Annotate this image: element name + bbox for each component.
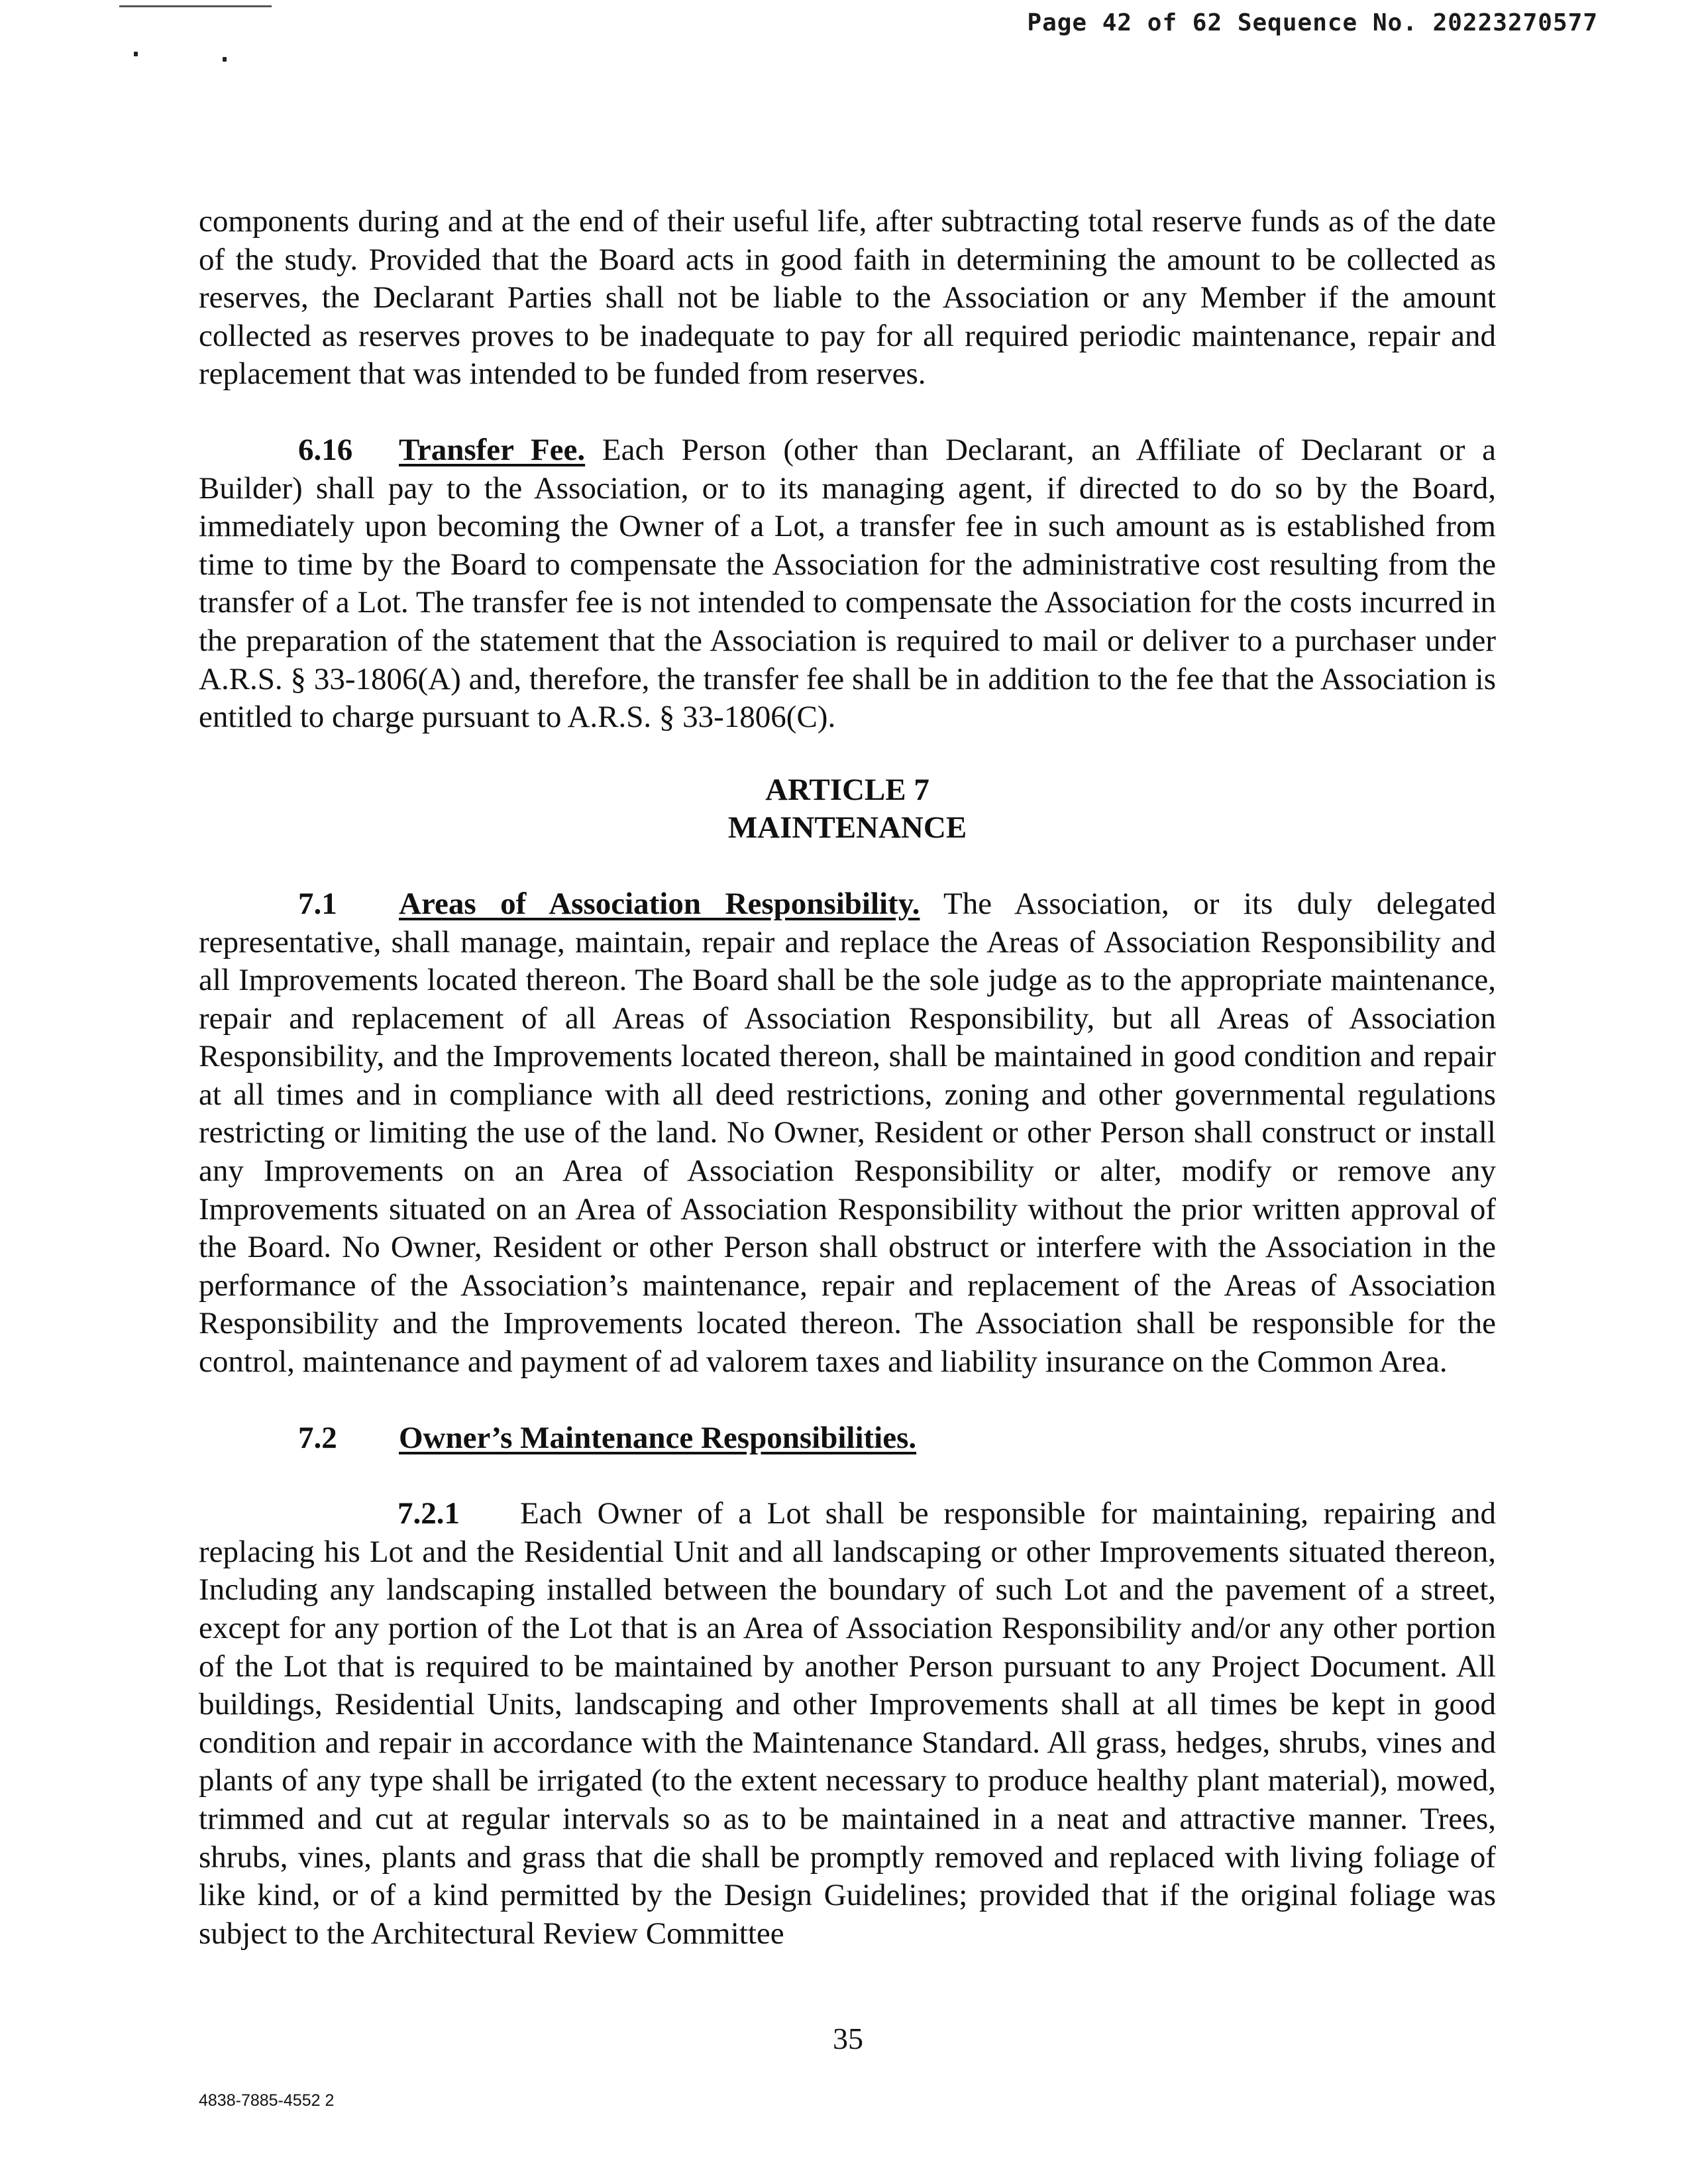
section-title: Owner’s Maintenance Responsibilities. bbox=[399, 1420, 917, 1455]
scan-artifact-line bbox=[119, 5, 272, 7]
section-text: Each Person (other than Declarant, an Affiliate of Declarant or a Builder) shall pay to the Association, or to its managing agent, if directed to do so by the Board, immediately upon becoming the Owner of a Lot, a transfer fee in such amount as is established from time to time by the Board to compensate the Association for the administrative cost resulting from the transfer of a Lot. The transfer fee is not intended to compensate the Association for the costs incurred in the preparation of the statement that the Association is required to mail or deliver to a purchaser under A.R.S. § 33-1806(A) and, therefore, the transfer fee shall be in addition to the fee that the Association is entitled to charge pursuant to A.R.S. § 33-1806(C). bbox=[199, 432, 1496, 735]
section-number: 7.2.1 bbox=[398, 1496, 460, 1531]
scan-artifact-speck bbox=[223, 57, 227, 62]
section-7-1 bbox=[199, 885, 1496, 1382]
section-number: 6.16 bbox=[298, 432, 353, 467]
section-number: 7.2 bbox=[298, 1420, 337, 1455]
section-number: 7.1 bbox=[298, 886, 337, 921]
section-title: Areas of Association Responsibility. bbox=[399, 886, 920, 921]
article-number: ARTICLE 7 bbox=[765, 772, 929, 807]
section-7-2 bbox=[199, 1419, 1496, 1458]
section-7-2-1 bbox=[199, 1495, 1496, 1953]
document-body bbox=[199, 203, 1496, 1953]
document-id: 4838-7885-4552 2 bbox=[199, 2091, 335, 2110]
section-6-16 bbox=[199, 431, 1496, 737]
scan-artifact-speck bbox=[134, 52, 138, 56]
article-heading bbox=[199, 771, 1496, 847]
article-title: MAINTENANCE bbox=[727, 810, 967, 846]
section-text: Each Owner of a Lot shall be responsible for maintaining, repairing and replacing his Lot and the Residential Unit and all landscaping or other Improvements situated thereon, Including any landscaping installed between the boundary of such Lot and the pavement of a street, except for any portion of the Lot that is an Area of Association Responsibility and/or any other portion of the Lot that is required to be maintained by another Person pursuant to any Project Document. All buildings, Residential Units, landscaping and other Improvements shall at all times be kept in good condition and repair in accordance with the Maintenance Standard. All grass, hedges, shrubs, vines and plants of any type shall be irrigated (to the extent necessary to produce healthy plant material), mowed, trimmed and cut at regular intervals so as to be maintained in a neat and attractive manner. Trees, shrubs, vines, plants and grass that die shall be promptly removed and replaced with living foliage of like kind, or of a kind permitted by the Design Guidelines; provided that if the original foliage was subject to the Architectural Review Committee bbox=[199, 1496, 1496, 1951]
page-sequence-header: Page 42 of 62 Sequence No. 20223270577 bbox=[1027, 9, 1598, 36]
paragraph-continued: components during and at the end of their useful life, after subtracting total reserve funds as of the date of the study. Provided that the Board acts in good faith in determining the amount to be collected as reserves, the Declarant Parties shall not be liable to the Association or any Member if the amount collected as reserves proves to be inadequate to pay for all required periodic maintenance, repair and replacement that was intended to be funded from reserves. bbox=[199, 204, 1496, 392]
section-text: The Association, or its duly delegated representative, shall manage, maintain, repair and replace the Areas of Association Responsibility and all Improvements located thereon. The Board shall be the sole judge as to the appropriate maintenance, repair and replacement of all Areas of Association Responsibility, but all Areas of Association Responsibility, and the Improvements located thereon, shall be maintained in good condition and repair at all times and in compliance with all deed restrictions, zoning and other governmental regulations restricting or limiting the use of the land. No Owner, Resident or other Person shall construct or install any Improvements on an Area of Association Responsibility or alter, modify or remove any Improvements situated on an Area of Association Responsibility without the prior written approval of the Board. No Owner, Resident or other Person shall obstruct or interfere with the Association in the performance of the Association’s maintenance, repair and replacement of the Areas of Association Responsibility and the Improvements located thereon. The Association shall be responsible for the control, maintenance and payment of ad valorem taxes and liability insurance on the Common Area. bbox=[199, 886, 1496, 1380]
page-number: 35 bbox=[833, 2022, 863, 2055]
section-title: Transfer Fee. bbox=[399, 432, 586, 467]
